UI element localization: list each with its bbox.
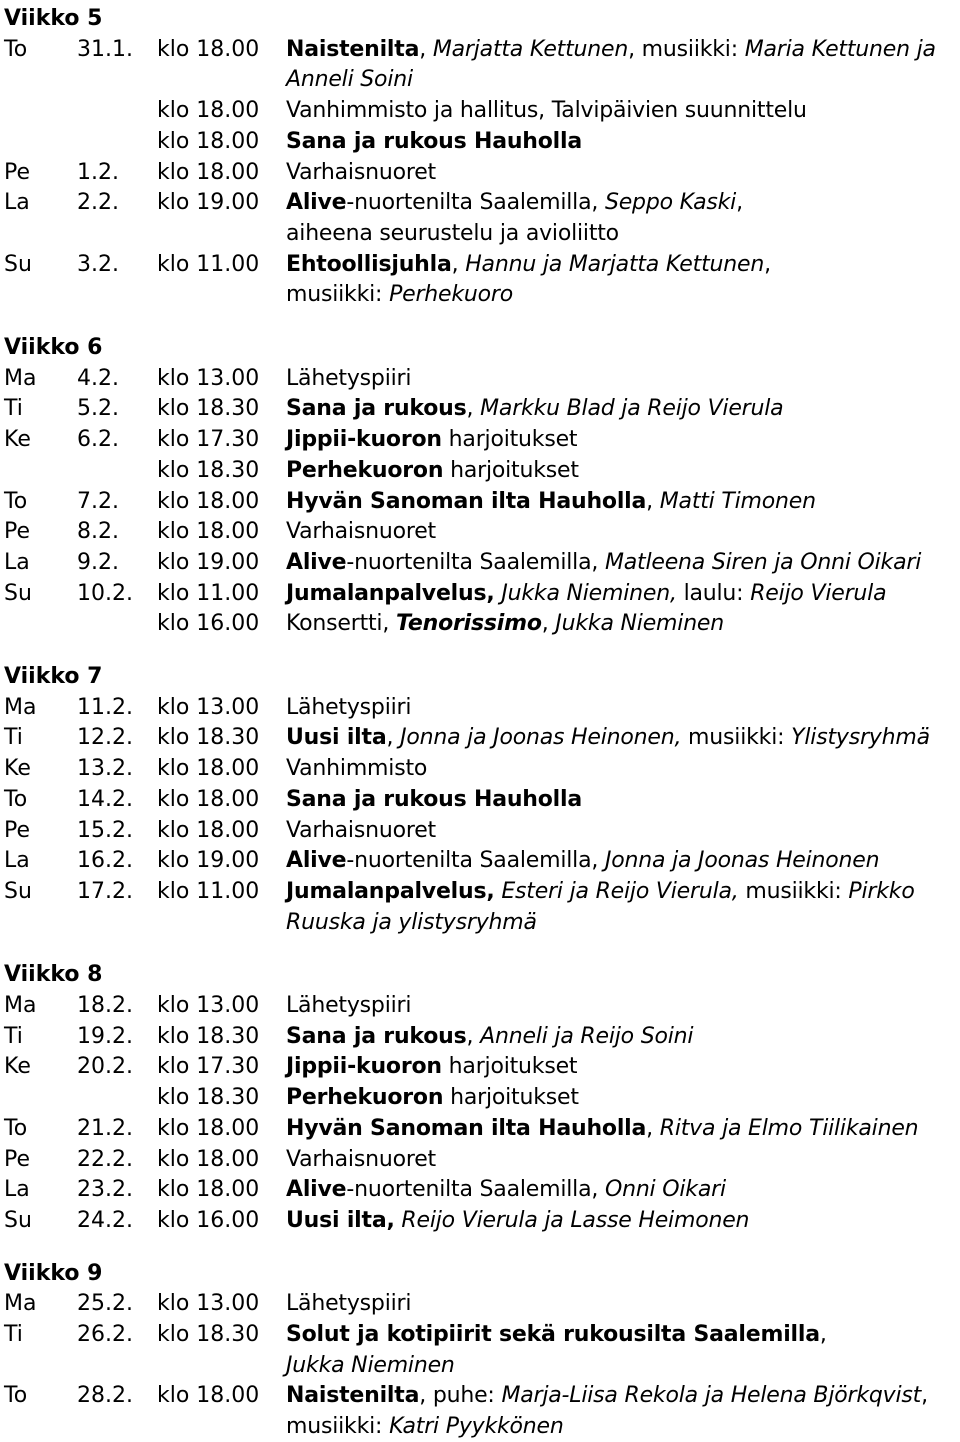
event-date: 22.2. (77, 1146, 133, 1172)
week-heading: Viikko 8 (4, 962, 103, 988)
event-description: Jippii-kuoron harjoitukset (286, 427, 578, 453)
event-description: Uusi ilta, Reijo Vierula ja Lasse Heimonen (286, 1207, 750, 1233)
event-description: Naistenilta, Marjatta Kettunen, musiikki: Maria Kettunen ja (286, 36, 936, 62)
event-date: 20.2. (77, 1054, 133, 1080)
schedule-row (0, 579, 960, 609)
schedule-row (0, 394, 960, 424)
event-description: Vanhimmisto ja hallitus, Talvipäivien suunnittelu (286, 98, 807, 124)
schedule-row (0, 877, 960, 907)
event-time: klo 18.00 (157, 1115, 260, 1141)
schedule-row (0, 1022, 960, 1052)
event-description: Jumalanpalvelus, Esteri ja Reijo Vierula, musiikki: Pirkko (286, 878, 915, 904)
event-description: musiikki: Katri Pyykkönen (286, 1414, 564, 1440)
schedule-row (0, 754, 960, 784)
event-day: Ma (4, 1291, 37, 1317)
schedule-row (0, 487, 960, 517)
event-time: klo 19.00 (157, 848, 260, 874)
event-time: klo 18.00 (157, 519, 260, 545)
event-day: Su (4, 1207, 32, 1233)
event-description: Alive-nuortenilta Saalemilla, Jonna ja Joonas Heinonen (286, 848, 880, 874)
schedule-row (0, 127, 960, 157)
event-date: 31.1. (77, 36, 133, 62)
event-day: To (4, 786, 28, 812)
schedule-row (0, 846, 960, 876)
schedule-row (0, 609, 960, 639)
schedule-row (0, 1145, 960, 1175)
event-description: Alive-nuortenilta Saalemilla, Seppo Kaski, (286, 190, 743, 216)
schedule-row (0, 96, 960, 126)
schedule-row (0, 1320, 960, 1350)
event-day: Ma (4, 694, 37, 720)
schedule-row (0, 188, 960, 218)
event-time: klo 18.00 (157, 786, 260, 812)
event-time: klo 18.00 (157, 756, 260, 782)
event-time: klo 18.00 (157, 1146, 260, 1172)
event-day: Ma (4, 365, 37, 391)
event-time: klo 19.00 (157, 549, 260, 575)
event-description: Jumalanpalvelus, Jukka Nieminen, laulu: Reijo Vierula (286, 580, 887, 606)
event-day: Pe (4, 519, 31, 545)
event-day: Ke (4, 1054, 31, 1080)
event-day: Pe (4, 159, 31, 185)
event-date: 26.2. (77, 1322, 133, 1347)
event-description: aiheena seurustelu ja avioliitto (286, 220, 619, 246)
event-description: Perhekuoron harjoitukset (286, 1085, 579, 1111)
event-day: Ma (4, 993, 37, 1018)
event-description: Varhaisnuoret (286, 817, 436, 843)
schedule-row (0, 1289, 960, 1319)
schedule-row (0, 816, 960, 846)
event-time: klo 19.00 (157, 190, 260, 216)
event-day: Ti (4, 1322, 23, 1347)
schedule-row (0, 35, 960, 65)
event-date: 28.2. (77, 1383, 133, 1409)
event-time: klo 17.30 (157, 1054, 260, 1080)
event-description: Vanhimmisto (286, 756, 428, 782)
event-day: To (4, 1115, 28, 1141)
event-date: 15.2. (77, 817, 133, 843)
schedule-row (0, 723, 960, 753)
event-date: 5.2. (77, 396, 119, 422)
schedule-row (0, 1175, 960, 1205)
event-time: klo 17.30 (157, 427, 260, 453)
event-date: 6.2. (77, 427, 119, 453)
event-description: Hyvän Sanoman ilta Hauholla, Matti Timonen (286, 488, 816, 514)
event-description: Varhaisnuoret (286, 1146, 436, 1172)
event-date: 16.2. (77, 848, 133, 874)
schedule-row (0, 908, 960, 938)
schedule-row (0, 158, 960, 188)
event-description: Lähetyspiiri (286, 694, 412, 720)
event-description: Anneli Soini (286, 67, 413, 93)
event-description: Varhaisnuoret (286, 159, 436, 185)
event-date: 4.2. (77, 365, 119, 391)
week-heading: Viikko 7 (4, 664, 103, 689)
event-description: Naistenilta, puhe: Marja-Liisa Rekola ja Helena Björkqvist, (286, 1383, 928, 1409)
event-date: 17.2. (77, 878, 133, 904)
event-day: To (4, 1383, 28, 1409)
event-description: Lähetyspiiri (286, 1291, 412, 1317)
event-time: klo 18.30 (157, 1023, 260, 1049)
event-description: Sana ja rukous, Markku Blad ja Reijo Vierula (286, 396, 784, 422)
event-time: klo 11.00 (157, 251, 260, 277)
event-day: La (4, 848, 30, 874)
event-description: Ehtoollisjuhla, Hannu ja Marjatta Kettunen, (286, 251, 771, 277)
event-description: Lähetyspiiri (286, 365, 412, 391)
event-description: Jippii-kuoron harjoitukset (286, 1054, 578, 1080)
event-time: klo 18.30 (157, 725, 260, 751)
event-date: 18.2. (77, 993, 133, 1018)
schedule-row (0, 425, 960, 455)
event-date: 12.2. (77, 725, 133, 751)
schedule-row (0, 785, 960, 815)
event-day: Ti (4, 1023, 23, 1049)
event-description: Ruuska ja ylistysryhmä (286, 909, 537, 935)
event-date: 10.2. (77, 580, 133, 606)
schedule-row (0, 364, 960, 394)
schedule-row (0, 1351, 960, 1381)
event-time: klo 13.00 (157, 365, 260, 391)
event-day: To (4, 36, 28, 62)
event-date: 14.2. (77, 786, 133, 812)
schedule-row (0, 280, 960, 310)
event-description: Solut ja kotipiirit sekä rukousilta Saalemilla, (286, 1322, 827, 1347)
event-day: Ke (4, 427, 31, 453)
event-date: 8.2. (77, 519, 119, 545)
event-description: Sana ja rukous Hauholla (286, 786, 583, 812)
schedule-row (0, 219, 960, 249)
event-time: klo 16.00 (157, 611, 260, 637)
event-time: klo 13.00 (157, 1291, 260, 1317)
event-date: 21.2. (77, 1115, 133, 1141)
event-description: Varhaisnuoret (286, 519, 436, 545)
event-time: klo 13.00 (157, 694, 260, 720)
event-time: klo 18.00 (157, 488, 260, 514)
event-time: klo 18.00 (157, 98, 260, 124)
event-time: klo 18.00 (157, 817, 260, 843)
event-time: klo 18.30 (157, 1322, 260, 1347)
schedule-row (0, 65, 960, 95)
schedule-row (0, 250, 960, 280)
schedule-row (0, 1206, 960, 1236)
event-day: Su (4, 251, 32, 277)
event-day: Ti (4, 725, 23, 751)
event-time: klo 18.00 (157, 128, 260, 154)
event-day: La (4, 549, 30, 575)
schedule-row (0, 548, 960, 578)
event-time: klo 18.00 (157, 36, 260, 62)
event-time: klo 18.00 (157, 1383, 260, 1409)
event-description: Sana ja rukous, Anneli ja Reijo Soini (286, 1023, 694, 1049)
event-date: 25.2. (77, 1291, 133, 1317)
event-day: Ke (4, 756, 31, 782)
event-day: Su (4, 580, 32, 606)
schedule-row (0, 1052, 960, 1082)
event-day: Pe (4, 817, 31, 843)
event-description: Lähetyspiiri (286, 993, 412, 1018)
event-description: Alive-nuortenilta Saalemilla, Matleena Siren ja Onni Oikari (286, 549, 922, 575)
event-time: klo 13.00 (157, 993, 260, 1018)
event-day: La (4, 190, 30, 216)
event-date: 9.2. (77, 549, 119, 575)
event-date: 19.2. (77, 1023, 133, 1049)
event-date: 2.2. (77, 190, 119, 216)
event-description: Alive-nuortenilta Saalemilla, Onni Oikari (286, 1177, 726, 1203)
schedule-row (0, 1083, 960, 1113)
event-date: 7.2. (77, 488, 119, 514)
event-day: La (4, 1177, 30, 1203)
schedule-row (0, 991, 960, 1021)
schedule-row (0, 1114, 960, 1144)
event-description: Jukka Nieminen (286, 1352, 455, 1378)
event-description: musiikki: Perhekuoro (286, 282, 514, 308)
event-date: 24.2. (77, 1207, 133, 1233)
event-time: klo 11.00 (157, 580, 260, 606)
schedule-row (0, 456, 960, 486)
event-time: klo 16.00 (157, 1207, 260, 1233)
event-day: Pe (4, 1146, 31, 1172)
week-heading: Viikko 6 (4, 335, 103, 360)
event-description: Hyvän Sanoman ilta Hauholla, Ritva ja Elmo Tiilikainen (286, 1115, 919, 1141)
event-day: Ti (4, 396, 23, 422)
event-description: Perhekuoron harjoitukset (286, 457, 579, 483)
event-date: 13.2. (77, 756, 133, 782)
event-time: klo 18.00 (157, 1177, 260, 1203)
event-date: 3.2. (77, 251, 119, 277)
week-heading: Viikko 5 (4, 6, 103, 31)
event-day: To (4, 488, 28, 514)
event-description: Konsertti, Tenorissimo, Jukka Nieminen (286, 611, 725, 637)
event-time: klo 18.30 (157, 457, 260, 483)
event-date: 23.2. (77, 1177, 133, 1203)
event-time: klo 18.30 (157, 396, 260, 422)
schedule-row (0, 1412, 960, 1442)
schedule-row (0, 517, 960, 547)
event-time: klo 11.00 (157, 878, 260, 904)
event-time: klo 18.00 (157, 159, 260, 185)
event-description: Sana ja rukous Hauholla (286, 128, 583, 154)
event-day: Su (4, 878, 32, 904)
event-date: 1.2. (77, 159, 119, 185)
event-time: klo 18.30 (157, 1085, 260, 1111)
week-heading: Viikko 9 (4, 1260, 103, 1286)
schedule-row (0, 693, 960, 723)
event-description: Uusi ilta, Jonna ja Joonas Heinonen, musiikki: Ylistysryhmä (286, 725, 930, 751)
event-date: 11.2. (77, 694, 133, 720)
